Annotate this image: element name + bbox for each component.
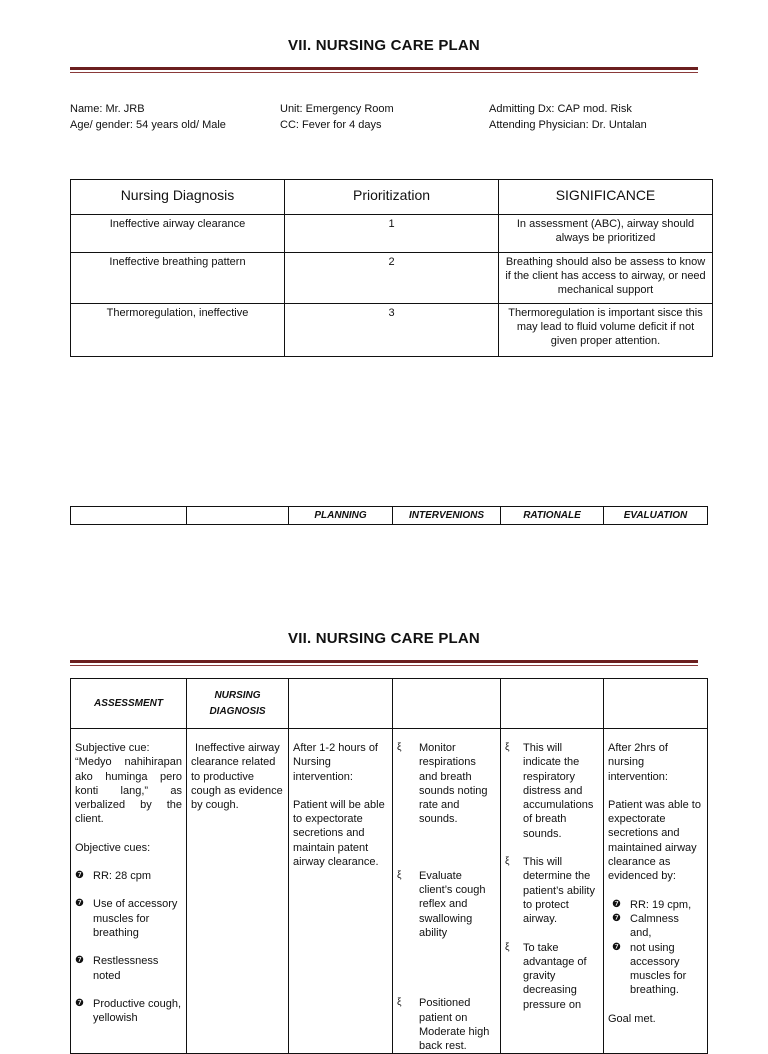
patient-info-middle <box>280 101 394 133</box>
objective-item: RR: 28 cpm <box>93 870 152 883</box>
list-item <box>505 855 599 926</box>
evaluation-result: Patient was able to expectorate secretions and maintained airway clearance as evidenced by: <box>608 798 701 883</box>
patient-chief-complaint: CC: Fever for 4 days <box>280 119 382 131</box>
header-interventions: INTERVENIONS <box>393 507 501 525</box>
care-plan-header-table <box>70 506 708 525</box>
bullet-icon: ξ <box>505 742 510 753</box>
evaluation-item: RR: 19 cpm, <box>630 898 692 911</box>
header-blank-6 <box>604 679 708 729</box>
bullet-icon: ❼ <box>75 955 84 967</box>
list-item <box>397 996 496 1053</box>
bullet-icon: ξ <box>397 997 402 1009</box>
evaluation-timeframe: After 2hrs of nursing intervention: <box>608 742 668 783</box>
list-item <box>505 741 599 841</box>
bullet-icon: ξ <box>397 742 402 753</box>
rationale-item: To take advantage of gravity decreasing pressure on <box>523 941 587 1011</box>
table-row <box>71 304 713 357</box>
header-rationale: RATIONALE <box>501 507 604 525</box>
list-item <box>75 997 182 1026</box>
header-significance: SIGNIFICANCE <box>499 180 713 215</box>
table-row <box>71 253 713 304</box>
objective-item: Use of accessory muscles for breathing <box>93 898 178 939</box>
care-plan-body-row <box>71 729 708 1054</box>
list-item <box>608 898 703 912</box>
priority-cell: 1 <box>285 215 499 253</box>
subjective-label: Subjective cue: <box>75 742 150 754</box>
bullet-icon: ❼ <box>75 898 84 910</box>
subjective-text: “Medyo nahihirapan ako huminga pero konti lang,” as verbalized by the client. <box>75 756 182 826</box>
header-nursing-diagnosis: NURSING DIAGNOSIS <box>187 679 289 729</box>
rationale-cell <box>501 729 604 1054</box>
priority-cell: 2 <box>285 253 499 304</box>
objective-item: Restlessness noted <box>93 955 159 982</box>
nursing-care-plan-table <box>70 678 708 1054</box>
diagnosis-text: Ineffective airway clearance related to productive cough as evidence by cough. <box>191 742 283 812</box>
header-blank-5 <box>501 679 604 729</box>
intervention-item: Monitor respirations and breath sounds noting rate and sounds. <box>419 742 488 826</box>
intervention-item: Positioned patient on Moderate high back rest. <box>419 997 490 1053</box>
header-blank-4 <box>393 679 501 729</box>
list-item <box>75 897 182 940</box>
header-blank-3 <box>289 679 393 729</box>
title-divider <box>70 67 698 73</box>
patient-age-gender: Age/ gender: 54 years old/ Male <box>70 119 226 131</box>
bullet-icon: ❼ <box>612 912 621 924</box>
prioritization-header-row <box>71 180 713 215</box>
diagnosis-cell <box>187 729 289 1054</box>
header-assessment: ASSESSMENT <box>71 679 187 729</box>
bullet-icon: ❼ <box>612 898 621 910</box>
list-item <box>608 941 703 998</box>
evaluation-item: not using accessory muscles for breathing. <box>630 941 687 997</box>
bullet-icon: ξ <box>397 869 402 881</box>
diagnosis-cell: Ineffective airway clearance <box>71 215 285 253</box>
planning-goal: Patient will be able to expectorate secretions and maintain patent airway clearance. <box>293 798 385 869</box>
prioritization-table <box>70 179 713 357</box>
goal-status: Goal met. <box>608 1012 656 1025</box>
assessment-cell <box>71 729 187 1054</box>
rationale-item: This will indicate the respiratory distress and accumulations of breath sounds. <box>523 742 594 840</box>
header-evaluation: EVALUATION <box>604 507 708 525</box>
patient-info-right <box>489 101 647 133</box>
rationale-item: This will determine the patient’s ability to protect airway. <box>523 856 595 926</box>
header-cell-blank-2 <box>187 507 289 525</box>
list-item <box>608 912 703 941</box>
page-title: VII. NURSING CARE PLAN <box>288 37 480 54</box>
bullet-icon: ξ <box>505 941 510 953</box>
diagnosis-cell: Thermoregulation, ineffective <box>71 304 285 357</box>
bullet-icon: ❼ <box>612 941 621 953</box>
objective-label: Objective cues: <box>75 841 151 854</box>
significance-cell: Breathing should also be assess to know if the client has access to airway, or need mechanical support <box>499 253 713 304</box>
evaluation-cell <box>604 729 708 1054</box>
list-item <box>505 941 599 1012</box>
evaluation-item: Calmness and, <box>630 912 679 940</box>
admitting-diagnosis: Admitting Dx: CAP mod. Risk <box>489 103 632 115</box>
intervention-item: Evaluate client’s cough reflex and swallowing ability <box>419 869 486 939</box>
significance-cell: Thermoregulation is important sisce this may lead to fluid volume deficit if not given proper attention. <box>499 304 713 357</box>
care-plan-divider <box>70 660 698 666</box>
header-prioritization: Prioritization <box>285 180 499 215</box>
patient-info-left <box>70 101 226 133</box>
list-item <box>397 741 496 827</box>
care-plan-header-row <box>71 679 708 729</box>
bullet-icon: ❼ <box>75 997 84 1009</box>
interventions-cell <box>393 729 501 1054</box>
list-item <box>75 869 182 883</box>
priority-cell: 3 <box>285 304 499 357</box>
list-item <box>397 869 496 940</box>
planning-cell <box>289 729 393 1054</box>
attending-physician: Attending Physician: Dr. Untalan <box>489 119 647 131</box>
objective-item: Productive cough, yellowish <box>93 997 182 1025</box>
patient-name: Name: Mr. JRB <box>70 103 145 115</box>
planning-timeframe: After 1-2 hours of Nursing intervention: <box>293 742 378 783</box>
header-cell-blank-1 <box>71 507 187 525</box>
table-row <box>71 507 708 525</box>
list-item <box>75 954 182 983</box>
bullet-icon: ❼ <box>75 870 84 882</box>
table-row <box>71 215 713 253</box>
header-planning: PLANNING <box>289 507 393 525</box>
header-nursing-diagnosis: Nursing Diagnosis <box>71 180 285 215</box>
significance-cell: In assessment (ABC), airway should always be prioritized <box>499 215 713 253</box>
care-plan-title: VII. NURSING CARE PLAN <box>288 630 480 647</box>
bullet-icon: ξ <box>505 856 510 868</box>
diagnosis-cell: Ineffective breathing pattern <box>71 253 285 304</box>
patient-unit: Unit: Emergency Room <box>280 103 394 115</box>
